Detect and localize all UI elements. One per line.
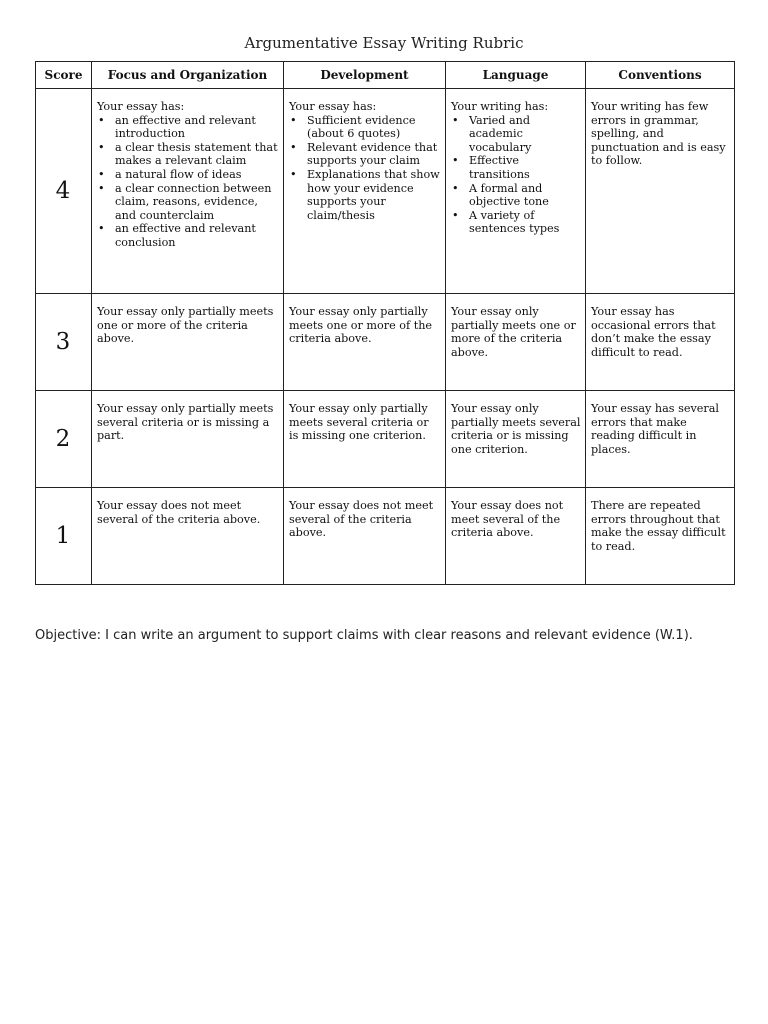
score-row-3	[36, 294, 735, 391]
language-cell: Your essay only partially meets several criteria or is missing one criterion.	[446, 391, 586, 488]
header-development: Development	[284, 62, 446, 89]
bullet-list	[289, 114, 441, 223]
conventions-cell: Your essay has occasional errors that don’t make the essay difficult to read.	[586, 294, 735, 391]
focus-cell: Your essay only partially meets one or more of the criteria above.	[92, 294, 284, 391]
score-value: 1	[36, 488, 92, 585]
objective-statement: Objective: I can write an argument to support claims with clear reasons and relevant evidence (W.1).	[35, 628, 693, 643]
cell-intro: Your essay has:	[97, 100, 185, 113]
header-focus-organization: Focus and Organization	[92, 62, 284, 89]
bullet-item: • Relevant evidence that supports your claim	[289, 141, 441, 168]
focus-cell: Your essay only partially meets several criteria or is missing a part.	[92, 391, 284, 488]
header-row	[36, 62, 735, 89]
bullet-item: • a natural flow of ideas	[97, 168, 279, 182]
cell-intro: Your writing has:	[451, 100, 549, 113]
score-row-2	[36, 391, 735, 488]
conventions-cell: Your writing has few errors in grammar, spelling, and punctuation and is easy to follow.	[586, 89, 735, 294]
rubric-table	[35, 61, 735, 585]
bullet-list	[97, 114, 279, 250]
language-cell	[446, 89, 586, 294]
bullet-item: • Effective transitions	[451, 154, 581, 181]
bullet-item: • Sufficient evidence (about 6 quotes)	[289, 114, 441, 141]
bullet-item: • an effective and relevant introduction	[97, 114, 279, 141]
conventions-cell: Your essay has several errors that make reading difficult in places.	[586, 391, 735, 488]
cell-intro: Your essay has:	[289, 100, 377, 113]
development-cell	[284, 89, 446, 294]
bullet-item: • an effective and relevant conclusion	[97, 222, 279, 249]
development-cell: Your essay only partially meets several criteria or is missing one criterion.	[284, 391, 446, 488]
score-value: 2	[36, 391, 92, 488]
language-cell: Your essay does not meet several of the criteria above.	[446, 488, 586, 585]
bullet-list	[451, 114, 581, 236]
conventions-cell: There are repeated errors throughout that make the essay difficult to read.	[586, 488, 735, 585]
bullet-item: • A formal and objective tone	[451, 182, 581, 209]
score-value: 4	[36, 89, 92, 294]
header-score: Score	[36, 62, 92, 89]
bullet-item: • Explanations that show how your evidence supports your claim/thesis	[289, 168, 441, 222]
development-cell: Your essay does not meet several of the criteria above.	[284, 488, 446, 585]
development-cell: Your essay only partially meets one or more of the criteria above.	[284, 294, 446, 391]
bullet-item: • a clear connection between claim, reasons, evidence, and counterclaim	[97, 182, 279, 223]
focus-cell	[92, 89, 284, 294]
header-language: Language	[446, 62, 586, 89]
bullet-item: • Varied and academic vocabulary	[451, 114, 581, 155]
score-row-1	[36, 488, 735, 585]
score-row-4	[36, 89, 735, 294]
score-value: 3	[36, 294, 92, 391]
focus-cell: Your essay does not meet several of the criteria above.	[92, 488, 284, 585]
language-cell: Your essay only partially meets one or more of the criteria above.	[446, 294, 586, 391]
bullet-item: • a clear thesis statement that makes a relevant claim	[97, 141, 279, 168]
document-title: Argumentative Essay Writing Rubric	[244, 34, 524, 52]
header-conventions: Conventions	[586, 62, 735, 89]
bullet-item: • A variety of sentences types	[451, 209, 581, 236]
